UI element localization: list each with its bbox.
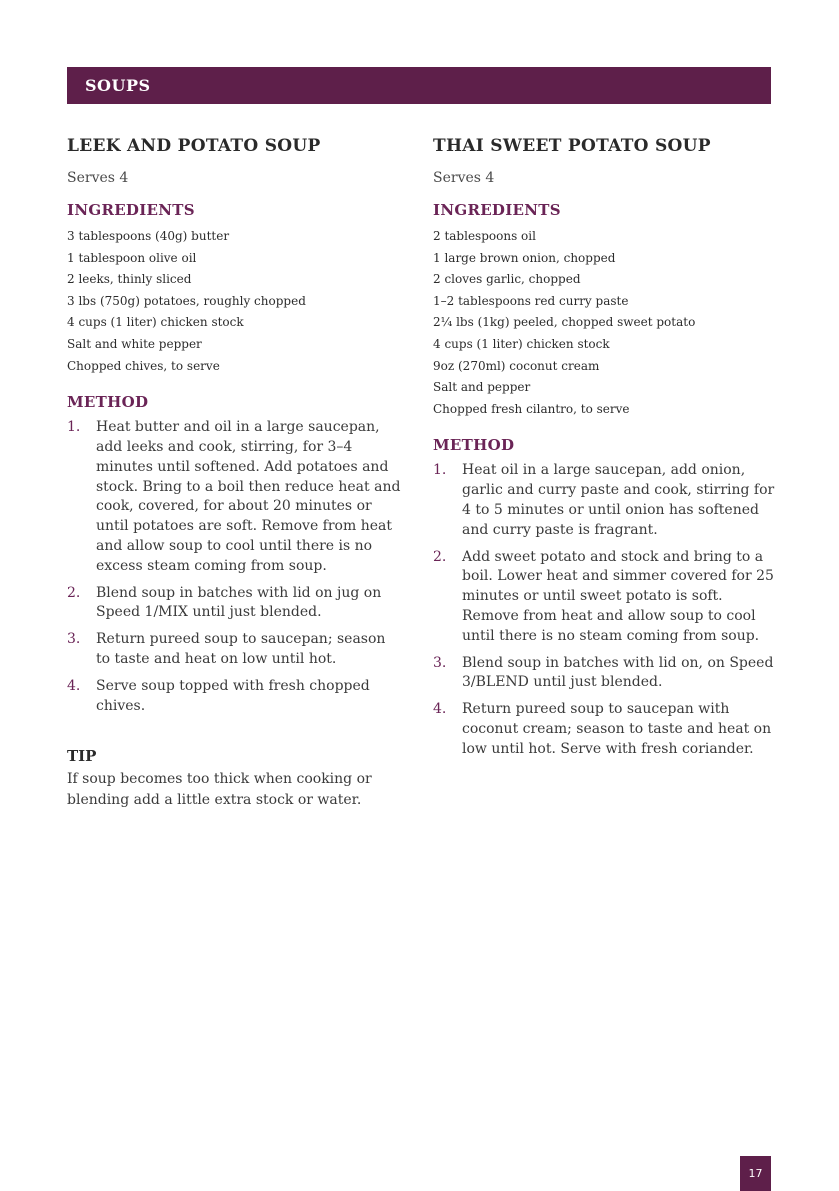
method-step — [433, 654, 778, 694]
step-number: 2. — [433, 548, 447, 565]
tip-heading: TIP — [67, 747, 97, 766]
method-heading: METHOD — [433, 436, 515, 455]
ingredient-item: 1 tablespoon olive oil — [67, 250, 197, 265]
method-step — [67, 584, 403, 624]
method-step — [67, 677, 403, 717]
ingredient-item: 2 tablespoons oil — [433, 229, 536, 243]
method-step — [433, 461, 778, 540]
step-number: 1. — [67, 419, 81, 436]
page-number — [740, 1156, 771, 1191]
ingredient-item: Chopped fresh cilantro, to serve — [433, 401, 630, 416]
ingredient-item: 4 cups (1 liter) chicken stock — [433, 336, 610, 351]
method-list — [67, 418, 403, 716]
recipe-title: THAI SWEET POTATO SOUP — [433, 136, 711, 156]
serves-text: Serves 4 — [67, 170, 129, 186]
ingredients-heading: INGREDIENTS — [433, 201, 561, 219]
ingredients-heading: INGREDIENTS — [67, 201, 195, 219]
step-text: Return pureed soup to saucepan; season to taste and heat on low until hot. — [96, 631, 386, 667]
method-list — [433, 461, 778, 759]
method-heading: METHOD — [67, 393, 149, 412]
step-text: Serve soup topped with fresh chopped chives. — [96, 677, 370, 714]
ingredient-item: 2 leeks, thinly sliced — [67, 272, 192, 287]
section-label: SOUPS — [85, 76, 151, 95]
step-number: 4. — [67, 677, 81, 694]
ingredients-list — [67, 226, 403, 377]
method-step — [67, 630, 403, 670]
tip-text: If soup becomes too thick when cooking or blending add a little extra stock or water. — [67, 771, 372, 809]
method-step — [67, 418, 403, 576]
ingredient-item: Salt and white pepper — [67, 336, 202, 351]
step-text: Blend soup in batches with lid on, on Speed 3/BLEND until just blended. — [462, 654, 774, 691]
ingredient-item: 1–2 tablespoons red curry paste — [433, 293, 629, 308]
ingredient-item: 2¼ lbs (1kg) peeled, chopped sweet potato — [433, 315, 696, 330]
ingredient-item: Salt and pepper — [433, 380, 531, 395]
step-text: Blend soup in batches with lid on jug on Speed 1/MIX until just blended. — [96, 584, 382, 621]
section-banner — [67, 67, 771, 104]
step-number: 4. — [433, 701, 447, 718]
ingredient-item: 3 tablespoons (40g) butter — [67, 229, 230, 243]
recipe-thai-sweet-potato — [433, 135, 778, 767]
step-number: 3. — [67, 631, 81, 648]
ingredient-item: 2 cloves garlic, chopped — [433, 272, 581, 287]
step-text: Add sweet potato and stock and bring to a boil. Lower heat and simmer covered for 25 minutes or until sweet potato is soft. Remove from heat and allow soup to cool until there is no steam coming from soup. — [462, 548, 774, 644]
step-number: 3. — [433, 654, 447, 671]
step-text: Return pureed soup to saucepan with coconut cream; season to taste and heat on low until hot. Serve with fresh coriander. — [462, 701, 772, 757]
recipe-leek-potato — [67, 135, 403, 811]
recipe-title: LEEK AND POTATO SOUP — [67, 136, 321, 156]
ingredient-item: 3 lbs (750g) potatoes, roughly chopped — [67, 293, 306, 308]
step-number: 1. — [433, 462, 447, 479]
step-text: Heat oil in a large saucepan, add onion, garlic and curry paste and cook, stirring for 4 to 5 minutes or until onion has softened and curry paste is fragrant. — [462, 462, 775, 538]
ingredient-item: 1 large brown onion, chopped — [433, 250, 616, 265]
ingredient-item: Chopped chives, to serve — [67, 358, 220, 373]
serves-text: Serves 4 — [433, 170, 495, 186]
ingredient-item: 9oz (270ml) coconut cream — [433, 358, 600, 373]
page-number-label: 17 — [748, 1167, 763, 1180]
method-step — [433, 700, 778, 759]
method-step — [433, 548, 778, 647]
step-number: 2. — [67, 584, 81, 601]
ingredients-list — [433, 226, 778, 420]
ingredient-item: 4 cups (1 liter) chicken stock — [67, 315, 244, 330]
step-text: Heat butter and oil in a large saucepan, add leeks and cook, stirring, for 3–4 minutes until softened. Add potatoes and stock. Bring to a boil then reduce heat and cook, covered, for about 20 minutes or until potatoes are soft. Remove from heat and allow soup to cool until there is no excess steam coming from soup. — [96, 419, 401, 574]
